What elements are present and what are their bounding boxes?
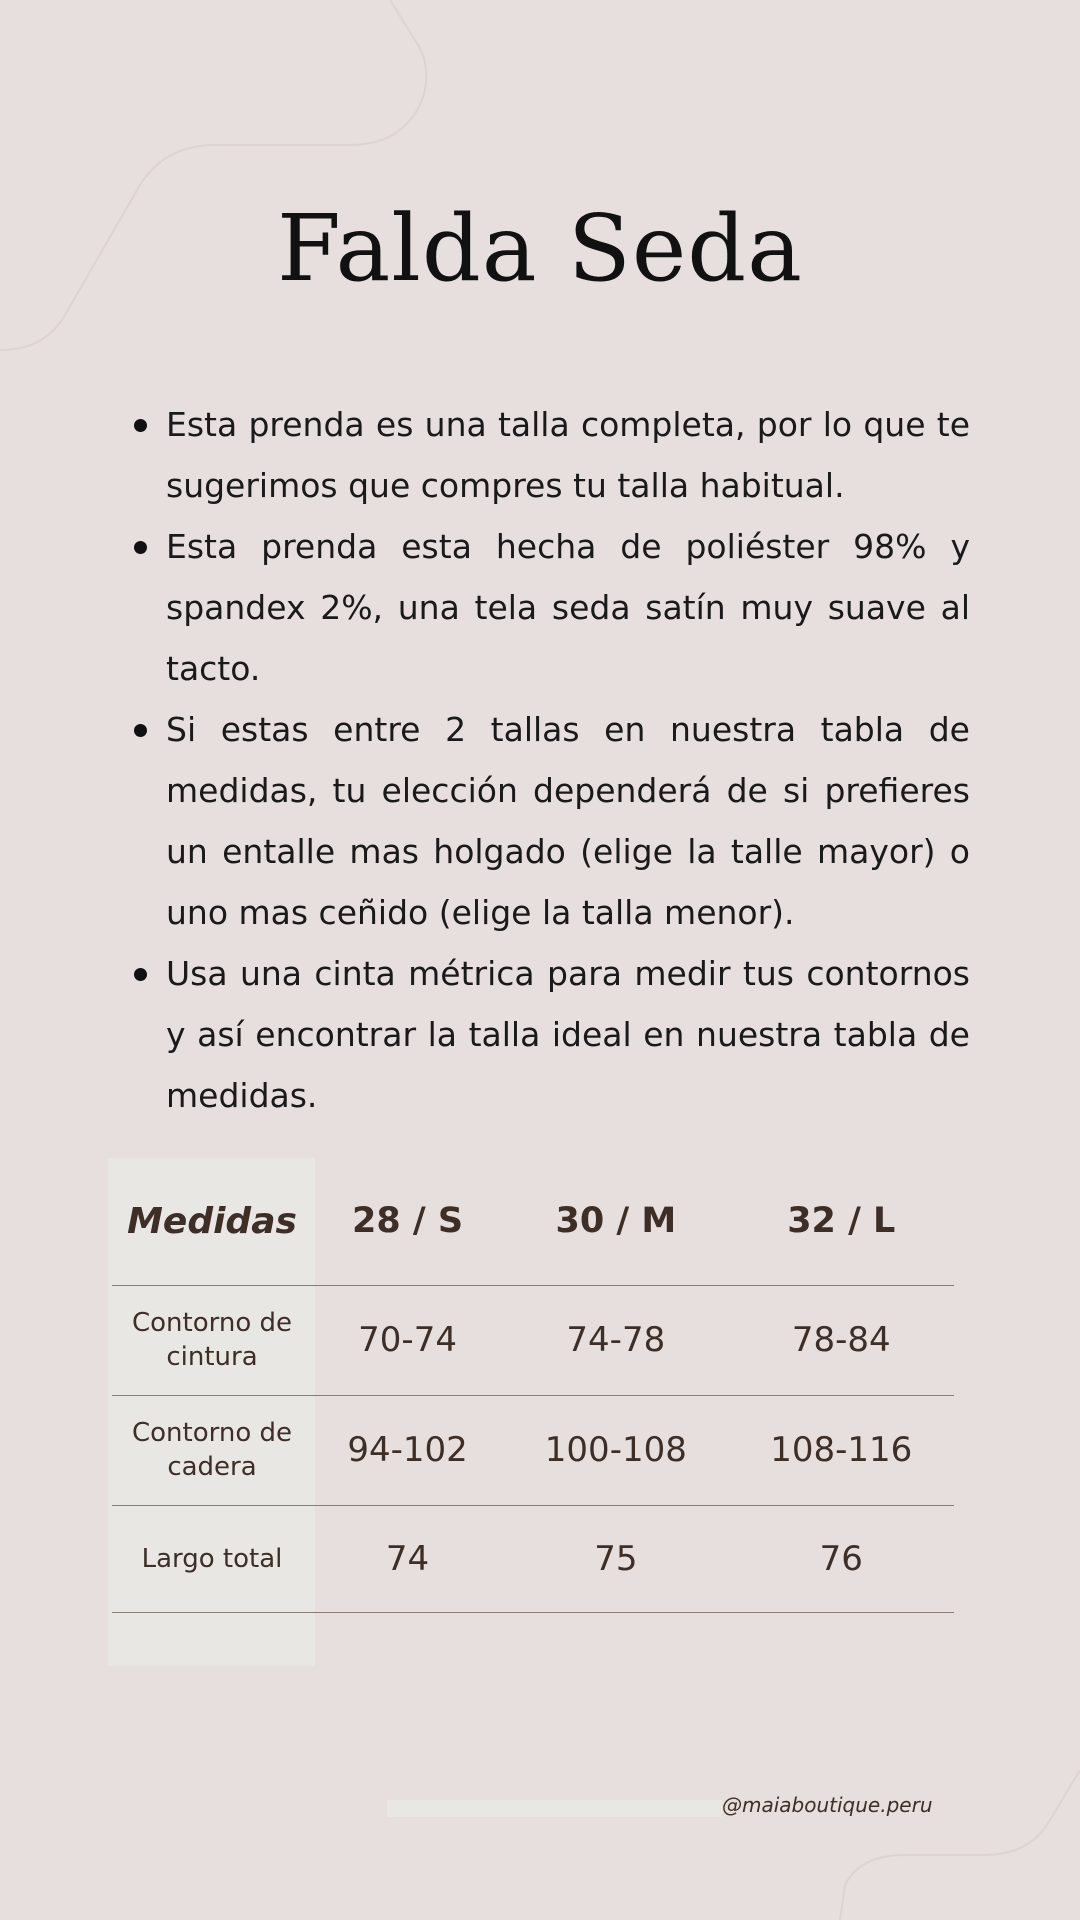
size-table [112, 1158, 954, 1613]
table-row [112, 1505, 954, 1612]
table-cell: 74-78 [566, 1320, 666, 1360]
bullet-item: Usa una cinta métrica para medir tus contornos y así encontrar la talla ideal en nuestra tabla de medidas. [130, 943, 970, 1126]
bullet-item: Si estas entre 2 tallas en nuestra tabla de medidas, tu elección dependerá de si prefieres un entalle mas holgado (elige la talle mayor) o uno mas ceñido (elige la talla menor). [130, 699, 970, 943]
table-cell: 70-74 [358, 1320, 457, 1360]
table-header-row [112, 1158, 954, 1285]
table-cell: 108-116 [770, 1430, 913, 1470]
table-cell: 94-102 [347, 1430, 468, 1470]
footer-accent-bar [387, 1800, 722, 1817]
table-header-cell: 30 / M [555, 1201, 677, 1242]
table-row [112, 1285, 954, 1395]
bullet-item: Esta prenda esta hecha de poliéster 98% y spandex 2%, una tela seda satín muy suave al tacto. [130, 516, 970, 699]
table-cell: 74 [385, 1538, 430, 1579]
bullet-item: Esta prenda es una talla completa, por lo que te sugerimos que compres tu talla habitual. [130, 394, 970, 516]
table-cell: 100-108 [544, 1430, 687, 1470]
row-label: Contorno de cadera [131, 1418, 293, 1482]
page-title: Falda Seda [276, 195, 804, 302]
table-header-cell: 32 / L [787, 1201, 896, 1242]
table-header-cell: Medidas [127, 1200, 297, 1242]
table-cell: 75 [594, 1538, 638, 1579]
row-label: Largo total [141, 1543, 283, 1574]
table-row [112, 1395, 954, 1505]
table-cell: 78-84 [791, 1320, 891, 1360]
table-cell: 76 [819, 1538, 863, 1579]
table-header-cell: 28 / S [352, 1201, 464, 1242]
info-bullet-list [130, 394, 970, 1126]
social-handle: @maiaboutique.peru [722, 1793, 933, 1817]
row-label: Contorno de cintura [131, 1308, 293, 1372]
